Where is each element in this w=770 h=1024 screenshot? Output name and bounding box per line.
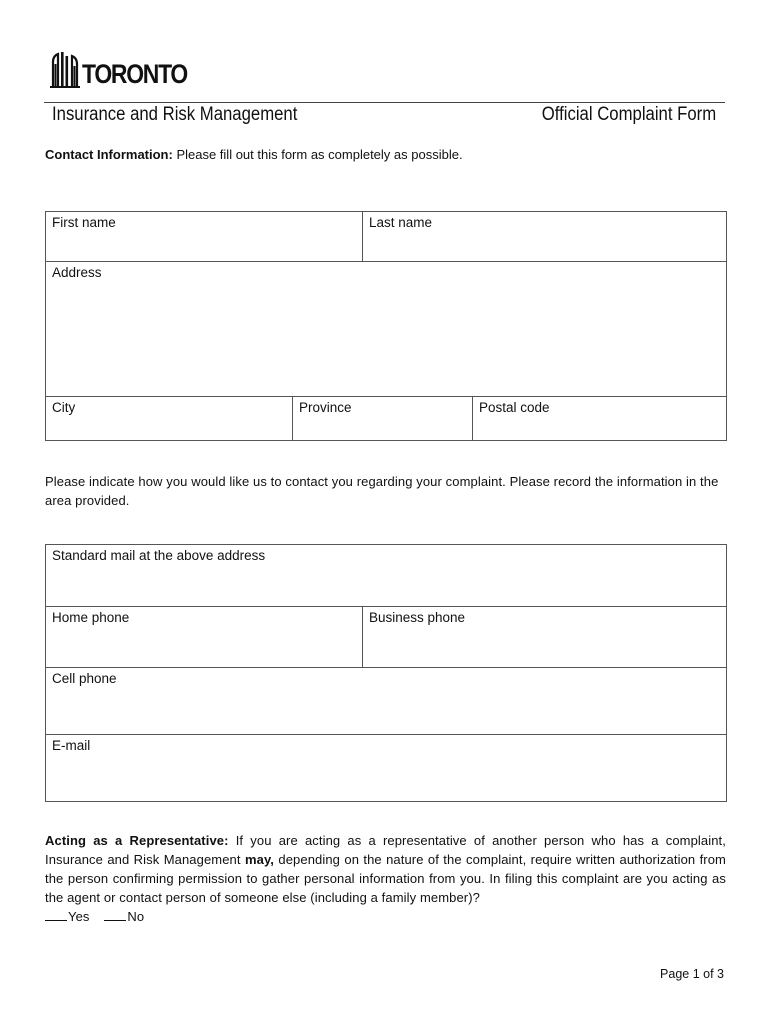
- no-blank[interactable]: [104, 908, 126, 921]
- city-field[interactable]: [46, 397, 293, 441]
- last-name-label: Last name: [369, 215, 433, 230]
- email-label: E-mail: [52, 738, 91, 753]
- contact-instructions: [45, 147, 463, 162]
- postal-code-label: Postal code: [479, 400, 550, 415]
- no-option[interactable]: [104, 907, 144, 926]
- business-phone-field[interactable]: [363, 607, 727, 668]
- city-label: City: [52, 400, 76, 415]
- department-name: Insurance and Risk Management: [52, 104, 298, 125]
- contact-instruction-text: Please fill out this form as completely as possible.: [172, 147, 463, 162]
- business-phone-label: Business phone: [369, 610, 466, 625]
- toronto-logo: [50, 48, 206, 88]
- province-label: Province: [299, 400, 352, 415]
- home-phone-label: Home phone: [52, 610, 130, 625]
- contact-method-table: [45, 544, 727, 802]
- form-title: Official Complaint Form: [541, 104, 716, 125]
- standard-mail-field[interactable]: [46, 545, 727, 607]
- city-hall-icon: [50, 50, 80, 88]
- cell-phone-field[interactable]: [46, 668, 727, 735]
- representative-heading: Acting as a Representative:: [45, 833, 229, 848]
- address-field[interactable]: [46, 262, 727, 397]
- first-name-label: First name: [52, 215, 116, 230]
- representative-text-2: depending on the nature of the complaint, require written authorization from the person confirming permission to gather personal information from you. In filing this complaint are you acting as the agent or contact person of someone else (including a family member)?: [45, 852, 726, 905]
- no-label: No: [127, 909, 145, 924]
- yes-option[interactable]: [45, 907, 90, 926]
- representative-text-1: If you are acting as a representative of another person who has a complaint, Insurance and Risk Management: [45, 833, 726, 867]
- logo-wordmark: TORONTO: [82, 59, 187, 89]
- last-name-field[interactable]: [363, 212, 727, 262]
- contact-preference-instructions: Please indicate how you would like us to contact you regarding your complaint. Please record the information in the area provided.: [45, 474, 719, 508]
- email-field[interactable]: [46, 735, 727, 802]
- representative-paragraph: [45, 831, 726, 926]
- page-number: Page 1 of 3: [660, 967, 724, 981]
- cell-phone-label: Cell phone: [52, 671, 117, 686]
- province-field[interactable]: [293, 397, 473, 441]
- yes-blank[interactable]: [45, 908, 67, 921]
- address-label: Address: [52, 265, 102, 280]
- yes-label: Yes: [68, 909, 90, 924]
- standard-mail-label: Standard mail at the above address: [52, 548, 266, 563]
- contact-heading: Contact Information:: [45, 147, 173, 162]
- home-phone-field[interactable]: [46, 607, 363, 668]
- contact-info-table: [45, 211, 727, 441]
- header-rule: [44, 102, 725, 103]
- first-name-field[interactable]: [46, 212, 363, 262]
- may-emphasis: may,: [244, 852, 275, 867]
- postal-code-field[interactable]: [473, 397, 727, 441]
